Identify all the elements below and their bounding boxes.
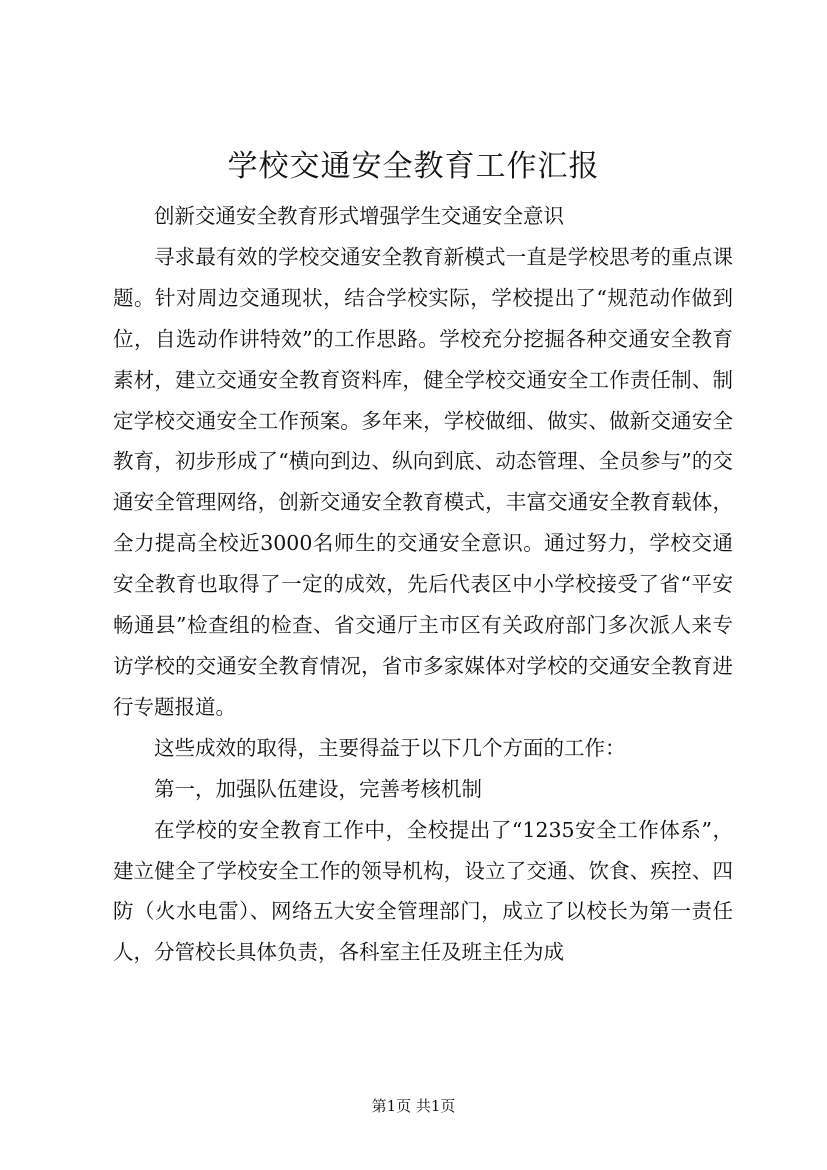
body-paragraph: 这些成效的取得，主要得益于以下几个方面的工作： (154, 735, 626, 760)
document-body (113, 196, 733, 973)
body-paragraph: 在学校的安全教育工作中，全校提出了“1235安全工作体系”，建立健全了学校安全工作的领导机构，设立了交通、饮食、疾控、四防（火水电雷）、网络五大安全管理部门，成立了以校长为第一责任人，分管校长具体负责，各科室主任及班主任为成 (113, 817, 733, 965)
section-heading: 创新交通安全教育形式增强学生交通安全意识 (154, 204, 564, 228)
subsection-heading: 第一，加强队伍建设，完善考核机制 (154, 776, 482, 801)
body-paragraph: 寻求最有效的学校交通安全教育新模式一直是学校思考的重点课题。针对周边交通现状，结合学校实际，学校提出了“规范动作做到位，自选动作讲特效”的工作思路。学校充分挖掘各种交通安全教育素材，建立交通安全教育资料库，健全学校交通安全工作责任制、制定学校交通安全工作预案。多年来，学校做细、做实、做新交通安全教育，初步形成了“横向到边、纵向到底、动态管理、全员参与”的交通安全管理网络，创新交通安全教育模式，丰富交通安全教育载体，全力提高全校近3000名师生的交通安全意识。通过努力，学校交通安全教育也取得了一定的成效，先后代表区中小学校接受了省“平安畅通县”检查组的检查、省交通厅主市区有关政府部门多次派人来专访学校的交通安全教育情况，省市多家媒体对学校的交通安全教育进行专题报道。 (113, 244, 733, 719)
page-footer: 第1页 共1页 (371, 1097, 456, 1115)
document-title: 学校交通安全教育工作汇报 (227, 149, 600, 184)
